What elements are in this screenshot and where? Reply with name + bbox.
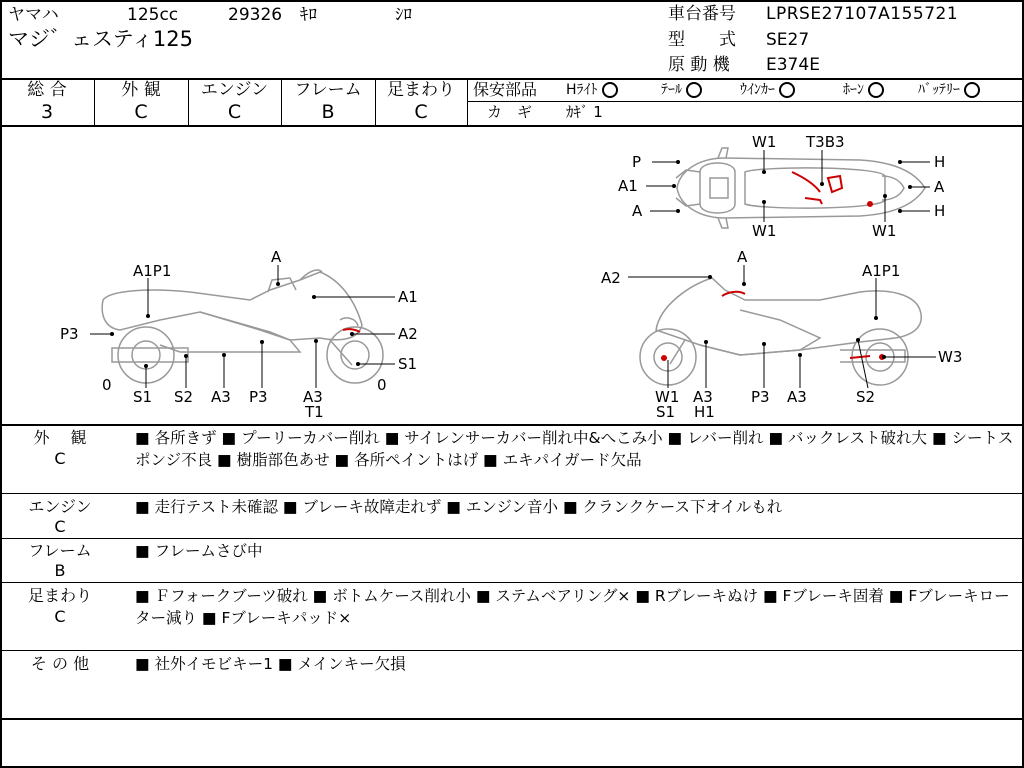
grade-total [0, 79, 94, 125]
col-divider [188, 79, 189, 125]
grade-label: 総 合 [27, 80, 67, 100]
top-label-a-right: A [934, 178, 945, 196]
right-label-a3-rear: A3 [787, 388, 807, 406]
section-text: ■ Ｆフォークブーツ破れ ■ ボトムケース削れ小 ■ ステムベアリング× ■ Rブレーキぬけ ■ Fブレーキ固着 ■ Fブレーキローター減り ■ Fブレーキパッド× [135, 587, 1010, 627]
left-label-a3: A3 [211, 388, 231, 406]
divider [0, 718, 1024, 720]
safety-divider [468, 101, 1024, 102]
top-label-t3b3: T3B3 [806, 133, 845, 151]
ok-circle-icon [868, 82, 884, 98]
right-side-scooter [640, 278, 921, 385]
top-label-a1: A1 [618, 177, 638, 195]
section-label: 外 観 [33, 428, 87, 447]
left-label-a1p1: A1P1 [133, 262, 172, 280]
section-grade: C [54, 517, 66, 536]
top-view-damage [792, 172, 872, 206]
section-label: そ の 他 [30, 654, 90, 673]
grade-value: 3 [40, 101, 54, 123]
section-grade: C [54, 449, 66, 468]
left-label-zero-front: 0 [102, 376, 112, 394]
safety-item-label: Hﾗｲﾄ [566, 82, 598, 98]
left-label-zero-rear: 0 [377, 376, 387, 394]
left-label-a: A [271, 248, 282, 266]
safety-item-headlight [566, 82, 618, 98]
chassis-label: 車台番号 [668, 4, 736, 24]
model-name: マジ゛ェスティ125 [8, 27, 193, 51]
ok-circle-icon [602, 82, 618, 98]
maker: ヤマハ [8, 5, 59, 25]
section-frame [0, 539, 1024, 582]
section-text: ■ フレームさび中 [135, 542, 263, 560]
right-label-s2: S2 [856, 388, 876, 406]
grade-label: 外 観 [121, 80, 161, 100]
grade-suspension [375, 79, 467, 125]
type-label: 型 式 [668, 30, 736, 50]
safety-item-label: ｳｲﾝｶｰ [740, 82, 775, 98]
top-view-leaders [646, 150, 930, 222]
top-label-a: A [632, 202, 643, 220]
safety-item-winker [740, 82, 795, 98]
safety-item-label: ﾃｰﾙ [661, 82, 682, 98]
grade-value: C [227, 101, 242, 123]
key-label: カ ギ [487, 103, 533, 121]
damage-diagram [0, 126, 1024, 424]
grade-value: B [321, 101, 335, 123]
grade-value: C [134, 101, 148, 123]
ok-circle-icon [686, 82, 702, 98]
safety-item-label: ﾎｰﾝ [843, 82, 864, 98]
top-view-scooter [676, 148, 925, 228]
engine-label: 原 動 機 [668, 55, 730, 75]
section-text: ■ 走行テスト未確認 ■ ブレーキ故障走れず ■ エンジン音小 ■ クランクケース下オイルもれ [135, 498, 783, 516]
left-label-p3-bottom: P3 [249, 388, 268, 406]
left-label-a2: A2 [398, 325, 418, 343]
section-grade: C [54, 607, 66, 626]
left-label-s1: S1 [133, 388, 153, 406]
section-exterior [0, 425, 1024, 493]
right-label-a2: A2 [601, 269, 621, 287]
right-label-w1: W1 [655, 388, 680, 406]
left-label-s2: S2 [174, 388, 194, 406]
section-text: ■ 社外イモビキー1 ■ メインキー欠損 [135, 655, 406, 673]
left-label-s1-right: S1 [398, 355, 418, 373]
header [0, 0, 1024, 78]
section-label: 足まわり [27, 586, 92, 605]
grade-label: フレーム [294, 80, 362, 100]
color: ｼﾛ [395, 5, 412, 25]
right-label-p3: P3 [751, 388, 770, 406]
col-divider [281, 79, 282, 125]
right-label-s1: S1 [656, 403, 676, 421]
safety-item-horn [843, 82, 884, 98]
section-label: エンジン [28, 497, 92, 516]
mileage-unit: ｷﾛ [300, 5, 317, 25]
grade-exterior [94, 79, 188, 125]
left-side-damage [343, 329, 360, 332]
mileage: 29326 [228, 5, 283, 25]
section-other [0, 651, 1024, 718]
top-label-p: P [632, 153, 642, 171]
right-label-w3: W3 [938, 348, 963, 366]
type-value: SE27 [766, 30, 810, 50]
section-engine [0, 494, 1024, 538]
top-label-h-lower: H [934, 202, 946, 220]
left-label-p3: P3 [60, 325, 79, 343]
right-label-a1p1: A1P1 [862, 262, 901, 280]
top-label-w1-rear: W1 [872, 222, 897, 240]
left-label-a1: A1 [398, 288, 418, 306]
displacement: 125cc [127, 5, 179, 25]
grades-row [0, 79, 1024, 125]
right-label-a: A [737, 248, 748, 266]
safety-item-label: ﾊﾞｯﾃﾘｰ [918, 82, 960, 98]
key-value: ｶｷﾞ 1 [566, 103, 603, 121]
chassis-value: LPRSE27107A155721 [766, 4, 959, 24]
safety-item-battery [918, 82, 980, 98]
top-label-h: H [934, 153, 946, 171]
col-divider [375, 79, 376, 125]
section-suspension [0, 583, 1024, 650]
top-label-w1: W1 [752, 133, 777, 151]
safety-parts [468, 79, 1024, 101]
engine-value: E374E [766, 55, 820, 75]
grade-label: エンジン [200, 80, 269, 100]
section-text: ■ 各所きず ■ プーリーカバー削れ ■ サイレンサーカバー削れ中&へこみ小 ■ レバー削れ ■ バックレスト破れ大 ■ シートスポンジ不良 ■ 樹脂部色あせ ■ 各所ペイントはげ ■ エキパイガード欠品 [135, 429, 1014, 469]
col-divider [94, 79, 95, 125]
right-label-a3: A3 [693, 388, 713, 406]
left-label-a3-front: A3 [303, 388, 323, 406]
safety-item-tail [661, 82, 702, 98]
section-label: フレーム [28, 541, 92, 560]
ok-circle-icon [779, 82, 795, 98]
ok-circle-icon [964, 82, 980, 98]
section-grade: B [54, 561, 66, 580]
grade-label: 足まわり [387, 80, 455, 100]
right-label-h1: H1 [694, 403, 715, 421]
top-label-w1-bottom: W1 [752, 222, 777, 240]
left-label-t1: T1 [305, 403, 324, 421]
grade-frame [281, 79, 375, 125]
grade-value: C [414, 101, 428, 123]
grade-engine [188, 79, 281, 125]
safety-label: 保安部品 [473, 80, 538, 99]
